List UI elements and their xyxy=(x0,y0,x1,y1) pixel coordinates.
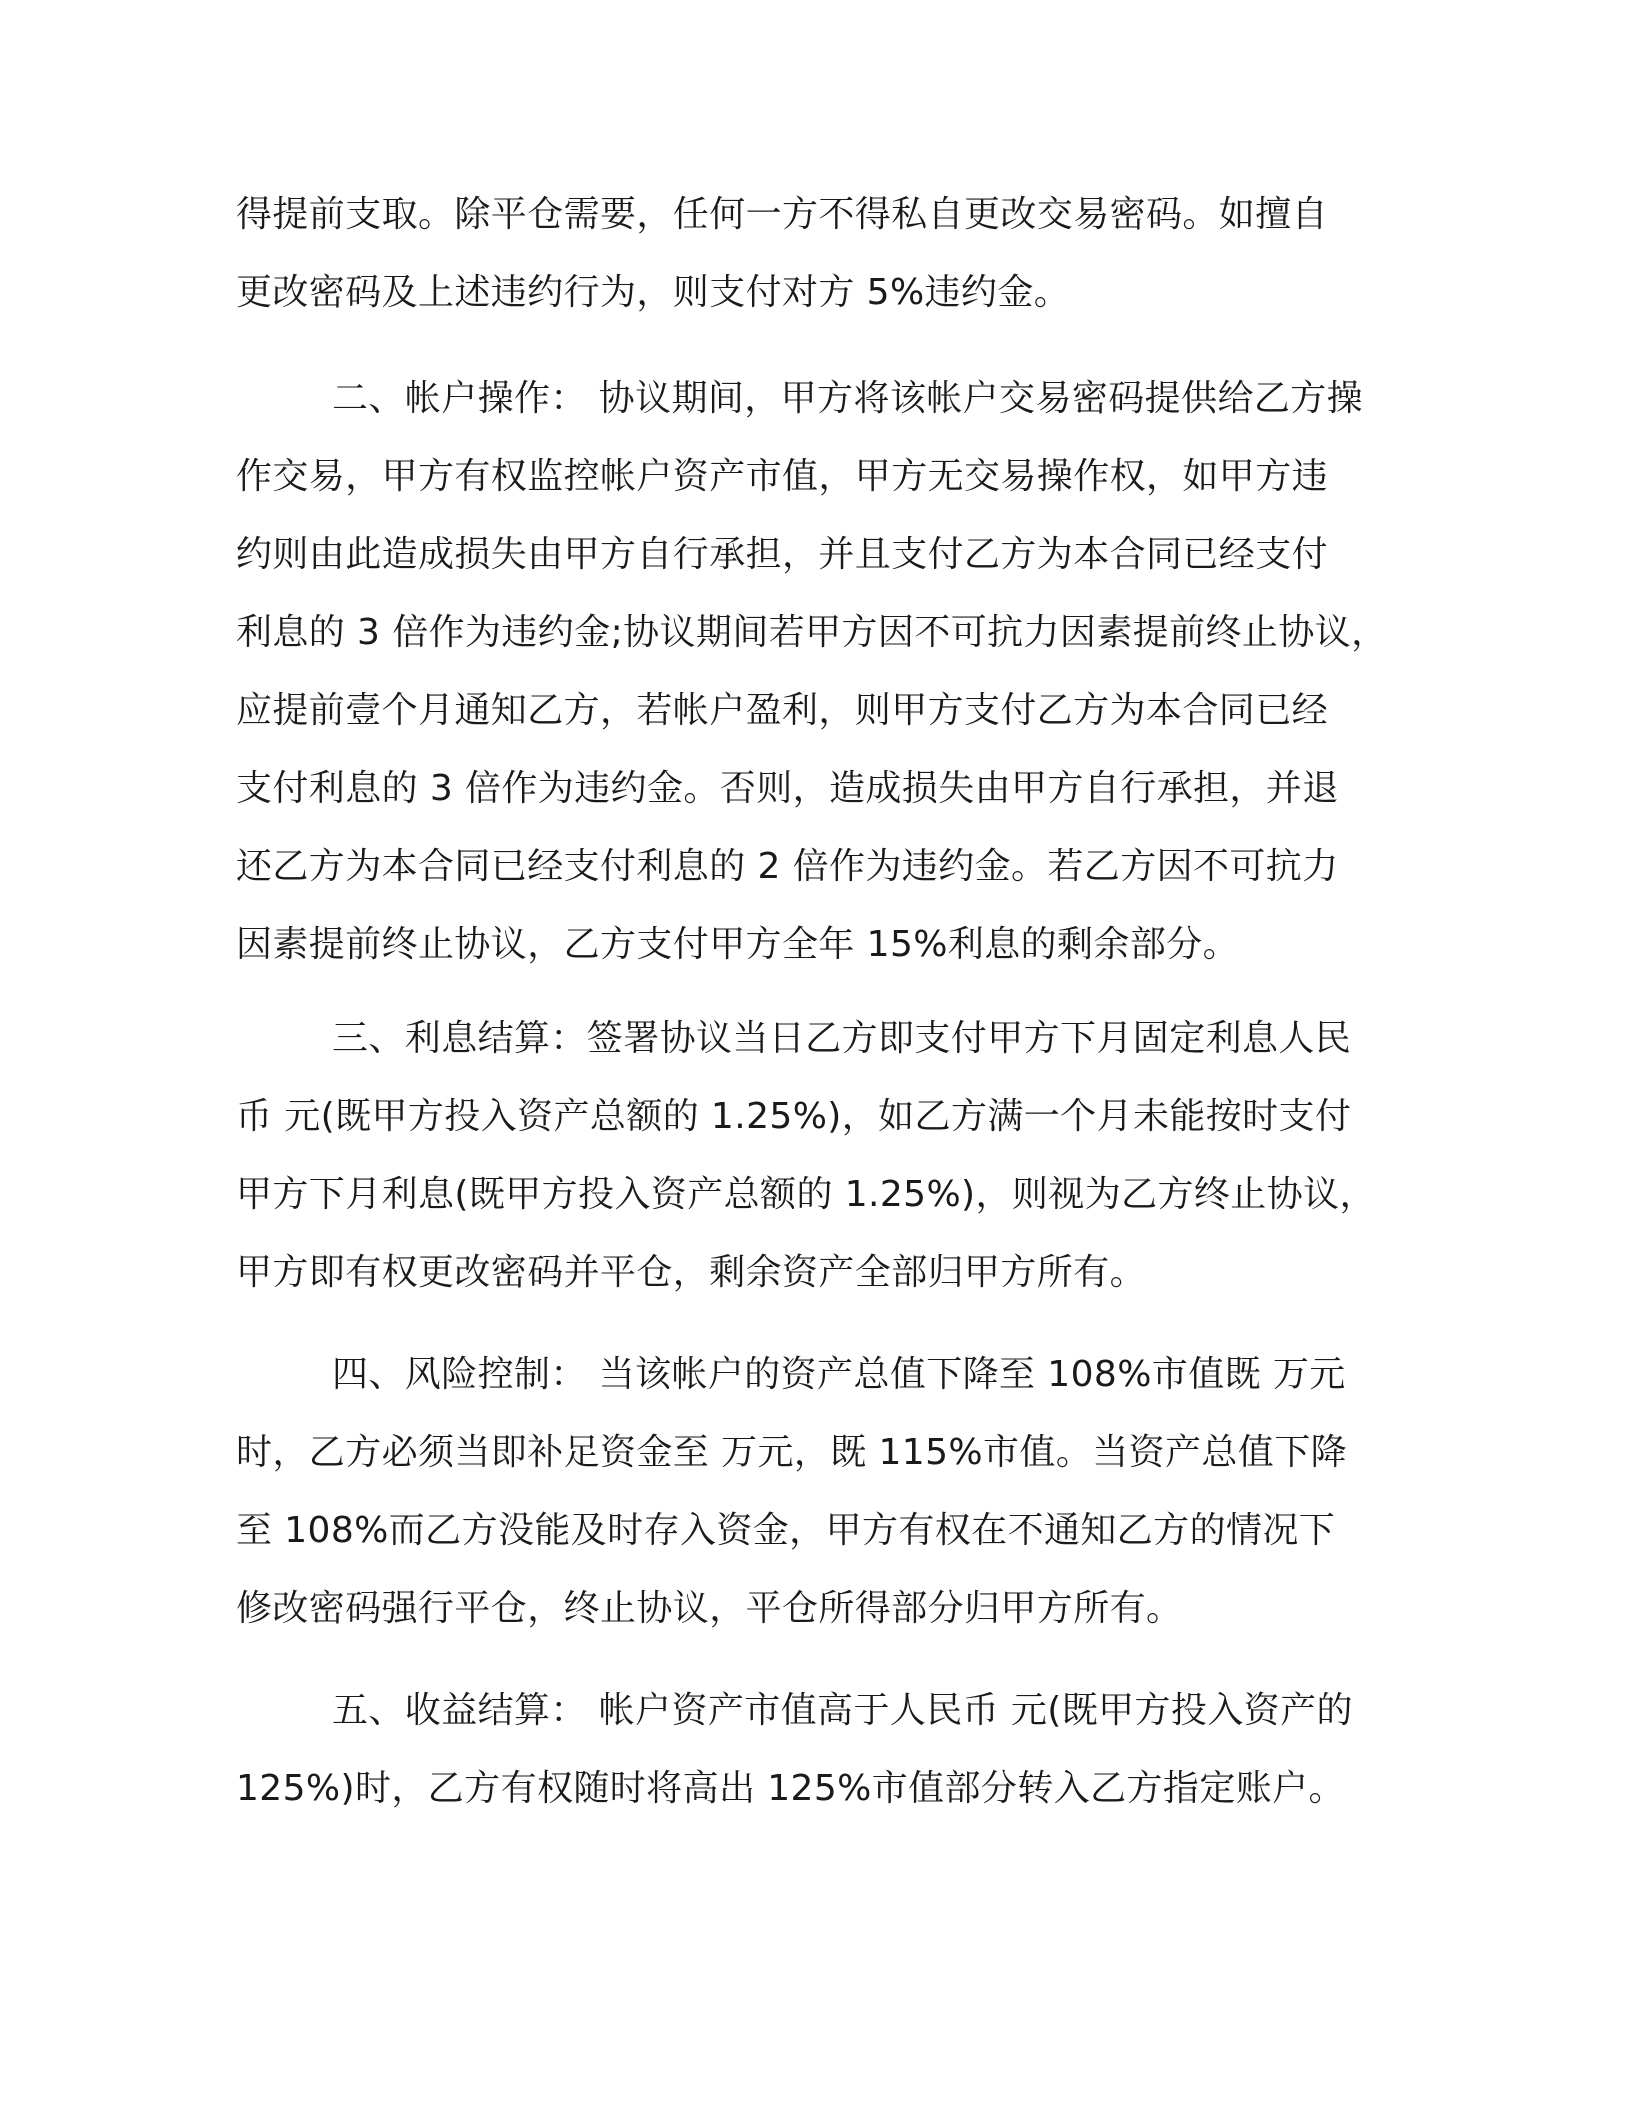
section-heading-line: 四、风险控制： 当该帐户的资产总值下降至 108%市值既 万元 xyxy=(332,1354,1346,1395)
text-line: 时，乙方必须当即补足资金至 万元，既 115%市值。当资产总值下降 xyxy=(236,1432,1348,1473)
text-line: 还乙方为本合同已经支付利息的 2 倍作为违约金。若乙方因不可抗力 xyxy=(236,846,1339,887)
text-line: 甲方即有权更改密码并平仓，剩余资产全部归甲方所有。 xyxy=(236,1252,1147,1293)
paragraph-interest-settlement xyxy=(236,1000,1396,1312)
section-heading-line: 二、帐户操作： 协议期间，甲方将该帐户交易密码提供给乙方操 xyxy=(332,378,1364,419)
text-line: 至 108%而乙方没能及时存入资金，甲方有权在不通知乙方的情况下 xyxy=(236,1510,1336,1551)
text-line: 作交易，甲方有权监控帐户资产市值，甲方无交易操作权，如甲方违 xyxy=(236,456,1329,497)
text-line: 利息的 3 倍作为违约金;协议期间若甲方因不可抗力因素提前终止协议， xyxy=(236,612,1388,653)
paragraph-risk-control xyxy=(236,1336,1396,1648)
paragraph-account-operation xyxy=(236,360,1396,984)
text-line: 应提前壹个月通知乙方，若帐户盈利，则甲方支付乙方为本合同已经 xyxy=(236,690,1329,731)
paragraph-profit-settlement xyxy=(236,1672,1396,1828)
text-line: 因素提前终止协议，乙方支付甲方全年 15%利息的剩余部分。 xyxy=(236,924,1240,965)
text-line: 得提前支取。除平仓需要，任何一方不得私自更改交易密码。如擅自 xyxy=(236,194,1329,235)
paragraph-continuation xyxy=(236,176,1396,332)
text-line: 约则由此造成损失由甲方自行承担，并且支付乙方为本合同已经支付 xyxy=(236,534,1329,575)
text-line: 修改密码强行平仓，终止协议，平仓所得部分归甲方所有。 xyxy=(236,1588,1183,1629)
text-line: 125%)时，乙方有权随时将高出 125%市值部分转入乙方指定账户。 xyxy=(236,1768,1345,1809)
text-line: 币 元(既甲方投入资产总额的 1.25%)，如乙方满一个月未能按时支付 xyxy=(236,1096,1352,1137)
section-heading-line: 三、利息结算：签署协议当日乙方即支付甲方下月固定利息人民 xyxy=(332,1018,1352,1059)
text-line: 更改密码及上述违约行为，则支付对方 5%违约金。 xyxy=(236,272,1071,313)
text-line: 甲方下月利息(既甲方投入资产总额的 1.25%)，则视为乙方终止协议， xyxy=(236,1174,1376,1215)
text-line: 支付利息的 3 倍作为违约金。否则，造成损失由甲方自行承担，并退 xyxy=(236,768,1339,809)
section-heading-line: 五、收益结算： 帐户资产市值高于人民币 元(既甲方投入资产的 xyxy=(332,1690,1353,1731)
